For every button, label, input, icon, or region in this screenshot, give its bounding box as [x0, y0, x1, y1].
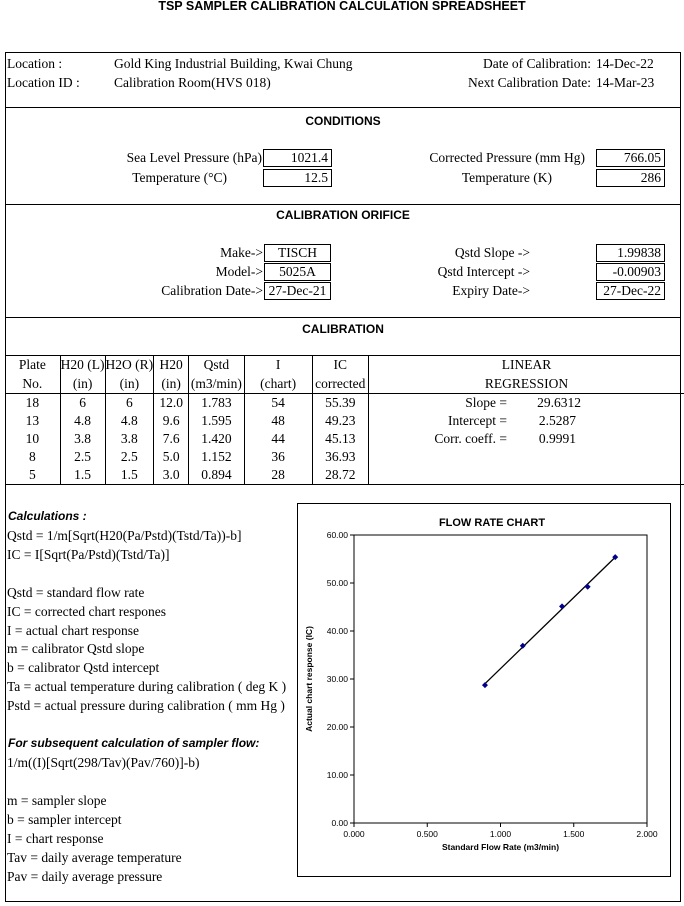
corrected-pressure-label: Corrected Pressure (mm Hg)	[429, 150, 585, 165]
table-header-row	[5, 356, 684, 375]
page-title: TSP SAMPLER CALIBRATION CALCULATION SPREADSHEET	[158, 0, 526, 13]
formula-line: IC = I[Sqrt(Pa/Pstd)(Tstd/Ta)]	[7, 547, 170, 562]
y-tick-label: 40.00	[326, 626, 348, 636]
corrected-pressure-value: 766.05	[596, 149, 665, 167]
table-cell: 6	[60, 394, 105, 413]
temp-c-value: 12.5	[263, 169, 332, 187]
sampler-formula: 1/m((I)[Sqrt(298/Tav)(Pav/760)]-b)	[7, 755, 200, 770]
qstd-intercept-value: -0.00903	[596, 263, 665, 281]
table-cell: 54	[244, 394, 312, 413]
x-tick-label: 0.500	[416, 829, 438, 839]
table-cell: 3.8	[60, 430, 105, 448]
table-cell: 1.5	[105, 466, 154, 485]
y-axis	[327, 530, 354, 828]
table-header-row	[5, 375, 684, 394]
next-date-label: Next Calibration Date:	[468, 75, 591, 90]
column-header: IC	[312, 356, 368, 375]
temp-c-label: Temperature (°C)	[132, 170, 227, 185]
table-cell: 48	[244, 412, 312, 430]
table-cell: 36	[244, 448, 312, 466]
temp-k-value: 286	[596, 169, 665, 187]
y-tick-label: 50.00	[326, 578, 348, 588]
table-cell: 18	[25, 395, 40, 410]
formula-line: Qstd = 1/m[Sqrt(H20(Pa/Pstd)(Tstd/Ta))-b]	[7, 528, 242, 543]
table-row	[5, 448, 684, 466]
regression-blank	[369, 448, 684, 466]
make-value: TISCH	[264, 244, 331, 262]
location-value: Gold King Industrial Building, Kwai Chung	[114, 56, 353, 71]
table-row	[5, 412, 684, 430]
table-cell: 36.93	[312, 448, 368, 466]
y-tick-label: 20.00	[326, 722, 348, 732]
table-cell: 10	[25, 431, 40, 446]
location-id-value: Calibration Room(HVS 018)	[114, 75, 271, 90]
temp-k-label: Temperature (K)	[461, 170, 552, 185]
regression-blank	[369, 466, 684, 485]
y-tick-label: 30.00	[326, 674, 348, 684]
definition-line: Qstd = standard flow rate	[7, 585, 145, 600]
flow-rate-chart	[297, 503, 671, 877]
model-value: 5025A	[264, 263, 331, 281]
subsequent-heading: For subsequent calculation of sampler flow:	[8, 736, 260, 750]
table-cell: 12.0	[154, 394, 189, 413]
regression-corr-value: 0.9991	[538, 431, 576, 446]
flow-rate-chart-svg	[298, 504, 670, 876]
calculations-heading: Calculations :	[8, 509, 87, 523]
regression-intercept-value: 2.5287	[538, 413, 576, 428]
orifice-heading: CALIBRATION ORIFICE	[276, 208, 410, 222]
table-cell: 1.420	[189, 430, 245, 448]
cal-date-value: 27-Dec-21	[264, 282, 331, 300]
x-axis-label: Standard Flow Rate (m3/min)	[441, 842, 560, 852]
expiry-value: 27-Dec-22	[596, 282, 665, 300]
definition-line: Pstd = actual pressure during calibration ( mm Hg )	[7, 698, 285, 713]
definition-line: I = chart response	[7, 831, 104, 846]
regression-corr	[369, 430, 684, 448]
table-cell: 28.72	[312, 466, 368, 485]
table-cell: 9.6	[154, 412, 189, 430]
regression-intercept-label: Intercept =	[448, 413, 507, 428]
regression-heading: REGRESSION	[369, 375, 684, 394]
table-cell: 49.23	[312, 412, 368, 430]
location-id-label: Location ID :	[7, 75, 80, 90]
data-point	[520, 643, 526, 649]
column-header: (chart)	[244, 375, 312, 394]
table-cell: 4.8	[60, 412, 105, 430]
column-header: H2O (R)	[105, 356, 154, 375]
regression-intercept	[369, 412, 684, 430]
x-tick-label: 1.500	[563, 829, 585, 839]
location-label: Location :	[7, 56, 63, 71]
regression-slope	[369, 394, 684, 413]
qstd-intercept-label: Qstd Intercept ->	[437, 264, 530, 279]
y-axis-label: Actual chart response (IC)	[304, 626, 314, 732]
table-cell: 2.5	[60, 448, 105, 466]
divider	[5, 204, 681, 205]
table-cell: 0.894	[189, 466, 245, 485]
table-cell: 1.783	[189, 394, 245, 413]
definition-line: b = sampler intercept	[7, 812, 122, 827]
model-label: Model->	[215, 264, 263, 279]
definition-line: Ta = actual temperature during calibration ( deg K )	[7, 679, 287, 694]
plot-area	[354, 535, 647, 823]
table-cell: 7.6	[154, 430, 189, 448]
regression-heading: LINEAR	[369, 356, 684, 375]
column-header: No.	[5, 375, 60, 394]
y-tick-label: 60.00	[326, 530, 348, 540]
data-point	[559, 603, 565, 609]
table-row	[5, 466, 684, 485]
x-tick-label: 1.000	[489, 829, 512, 839]
regression-corr-label: Corr. coeff. =	[434, 431, 507, 446]
column-header: (m3/min)	[189, 375, 245, 394]
table-cell: 1.595	[189, 412, 245, 430]
table-cell: 55.39	[312, 394, 368, 413]
y-tick-label: 0.00	[331, 818, 348, 828]
qstd-slope-label: Qstd Slope ->	[454, 245, 530, 260]
x-axis	[343, 823, 658, 839]
cal-date-label: Calibration Date->	[161, 283, 263, 298]
table-cell: 45.13	[312, 430, 368, 448]
make-label: Make->	[220, 245, 263, 260]
table-cell: 6	[105, 394, 154, 413]
column-header: I	[244, 356, 312, 375]
column-header: Plate	[18, 357, 46, 372]
slp-value: 1021.4	[263, 149, 332, 167]
column-header: corrected	[312, 375, 368, 394]
next-date-value: 14-Mar-23	[596, 75, 655, 90]
date-label: Date of Calibration:	[483, 56, 591, 71]
definition-line: I = actual chart response	[7, 623, 140, 638]
regression-slope-label: Slope =	[465, 395, 507, 410]
data-point	[585, 584, 591, 590]
table-cell: 3.0	[154, 466, 189, 485]
table-cell: 4.8	[105, 412, 154, 430]
calibration-heading: CALIBRATION	[302, 322, 384, 336]
calibration-table	[5, 356, 684, 485]
x-tick-label: 2.000	[636, 829, 658, 839]
slp-label: Sea Level Pressure (hPa)	[126, 150, 262, 165]
column-header: (in)	[154, 375, 189, 394]
table-row	[5, 430, 684, 448]
column-header: H20	[154, 356, 189, 375]
chart-title: FLOW RATE CHART	[438, 517, 546, 529]
column-header: Qstd	[189, 356, 245, 375]
table-cell: 5	[5, 466, 60, 485]
x-tick-label: 0.000	[343, 829, 365, 839]
regression-slope-value: 29.6312	[537, 395, 581, 410]
column-header: H20 (L)	[60, 356, 105, 375]
table-cell: 5.0	[154, 448, 189, 466]
definition-line: Pav = daily average pressure	[7, 869, 163, 884]
table-cell: 1.152	[189, 448, 245, 466]
data-point	[482, 682, 488, 688]
column-header: (in)	[105, 375, 154, 394]
definition-line: Tav = daily average temperature	[7, 850, 182, 865]
column-header: (in)	[60, 375, 105, 394]
trendline	[485, 557, 615, 683]
expiry-label: Expiry Date->	[452, 283, 530, 298]
date-value: 14-Dec-22	[596, 56, 654, 71]
definition-line: m = calibrator Qstd slope	[7, 641, 145, 656]
table-cell: 2.5	[105, 448, 154, 466]
y-tick-label: 10.00	[326, 770, 348, 780]
conditions-heading: CONDITIONS	[305, 114, 381, 128]
divider	[5, 107, 681, 108]
definition-line: b = calibrator Qstd intercept	[7, 660, 160, 675]
qstd-slope-value: 1.99838	[596, 244, 665, 262]
table-cell: 28	[244, 466, 312, 485]
table-cell: 13	[25, 413, 40, 428]
definition-line: m = sampler slope	[7, 793, 107, 808]
table-cell: 44	[244, 430, 312, 448]
divider	[5, 317, 681, 318]
definition-line: IC = corrected chart respones	[7, 604, 167, 619]
table-cell: 3.8	[105, 430, 154, 448]
table-cell: 8	[28, 449, 36, 464]
table-cell: 1.5	[60, 466, 105, 485]
table-row	[5, 394, 684, 413]
